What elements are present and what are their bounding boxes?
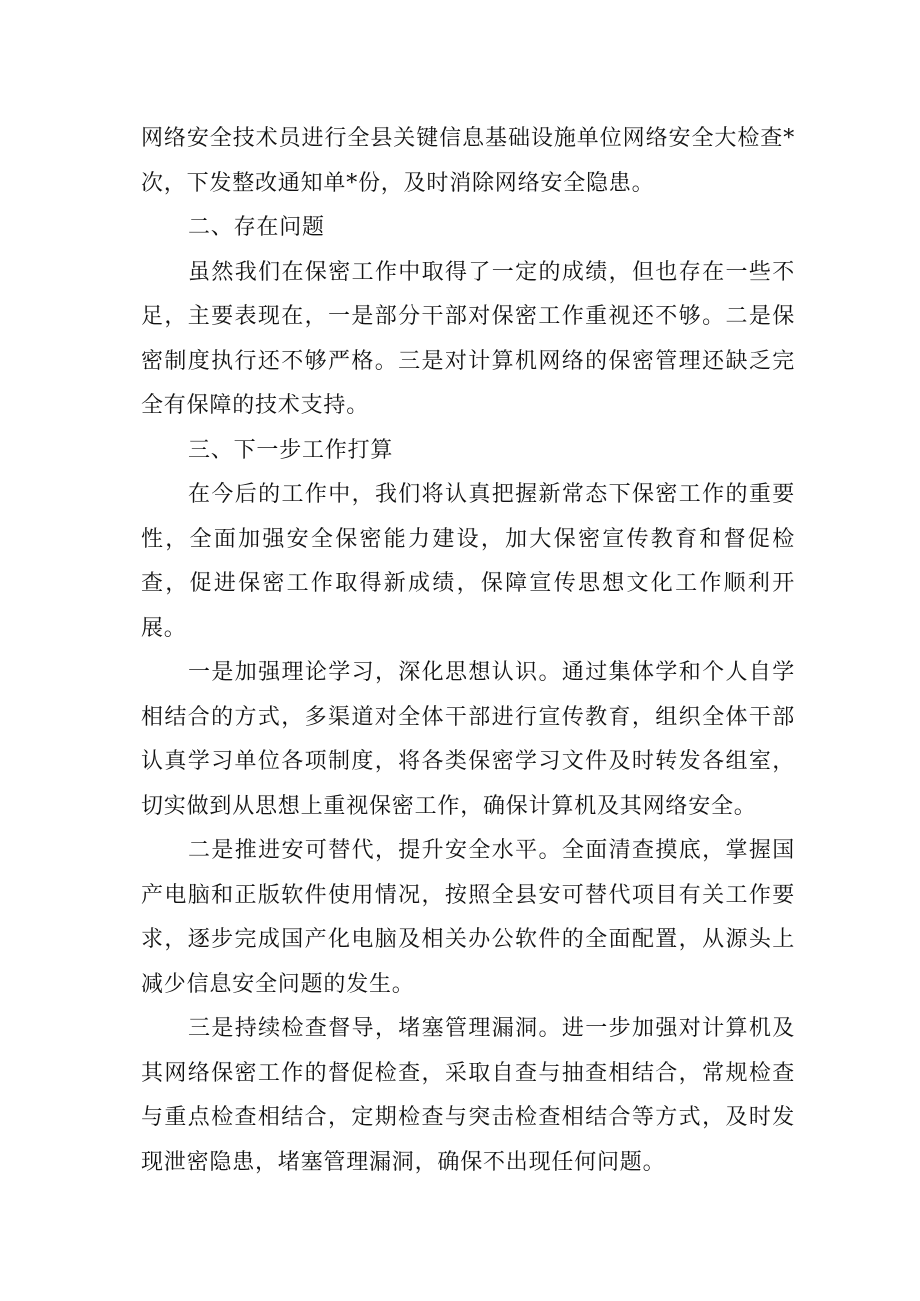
paragraph-problems: 虽然我们在保密工作中取得了一定的成绩，但也存在一些不足，主要表现在，一是部分干部对保密工作重视还不够。二是保密制度执行还不够严格。三是对计算机网络的保密管理还缺乏完全有保障的技术支持。 bbox=[141, 259, 795, 418]
document-body bbox=[141, 117, 795, 1185]
paragraph-continuation: 网络安全技术员进行全县关键信息基础设施单位网络安全大检查*次，下发整改通知单*份，及时消除网络安全隐患。 bbox=[141, 126, 795, 196]
paragraph-inspection: 三是持续检查督导，堵塞管理漏洞。进一步加强对计算机及其网络保密工作的督促检查，采取自查与抽查相结合，常规检查与重点检查相结合，定期检查与突击检查相结合等方式，及时发现泄密隐患，堵塞管理漏洞，确保不出现任何问题。 bbox=[141, 1016, 795, 1175]
paragraph-replacement: 二是推进安可替代，提升安全水平。全面清查摸底，掌握国产电脑和正版软件使用情况，按照全县安可替代项目有关工作要求，逐步完成国产化电脑及相关办公软件的全面配置，从源头上减少信息安全问题的发生。 bbox=[141, 838, 795, 997]
paragraph-theory-study: 一是加强理论学习，深化思想认识。通过集体学和个人自学相结合的方式，多渠道对全体干部进行宣传教育，组织全体干部认真学习单位各项制度，将各类保密学习文件及时转发各组室，切实做到从思想上重视保密工作，确保计算机及其网络安全。 bbox=[141, 660, 795, 819]
section-heading-next-steps: 三、下一步工作打算 bbox=[188, 437, 394, 463]
paragraph-next-steps-intro: 在今后的工作中，我们将认真把握新常态下保密工作的重要性，全面加强安全保密能力建设，加大保密宣传教育和督促检查，促进保密工作取得新成绩，保障宣传思想文化工作顺利开展。 bbox=[141, 482, 795, 641]
section-heading-problems: 二、存在问题 bbox=[188, 215, 325, 240]
